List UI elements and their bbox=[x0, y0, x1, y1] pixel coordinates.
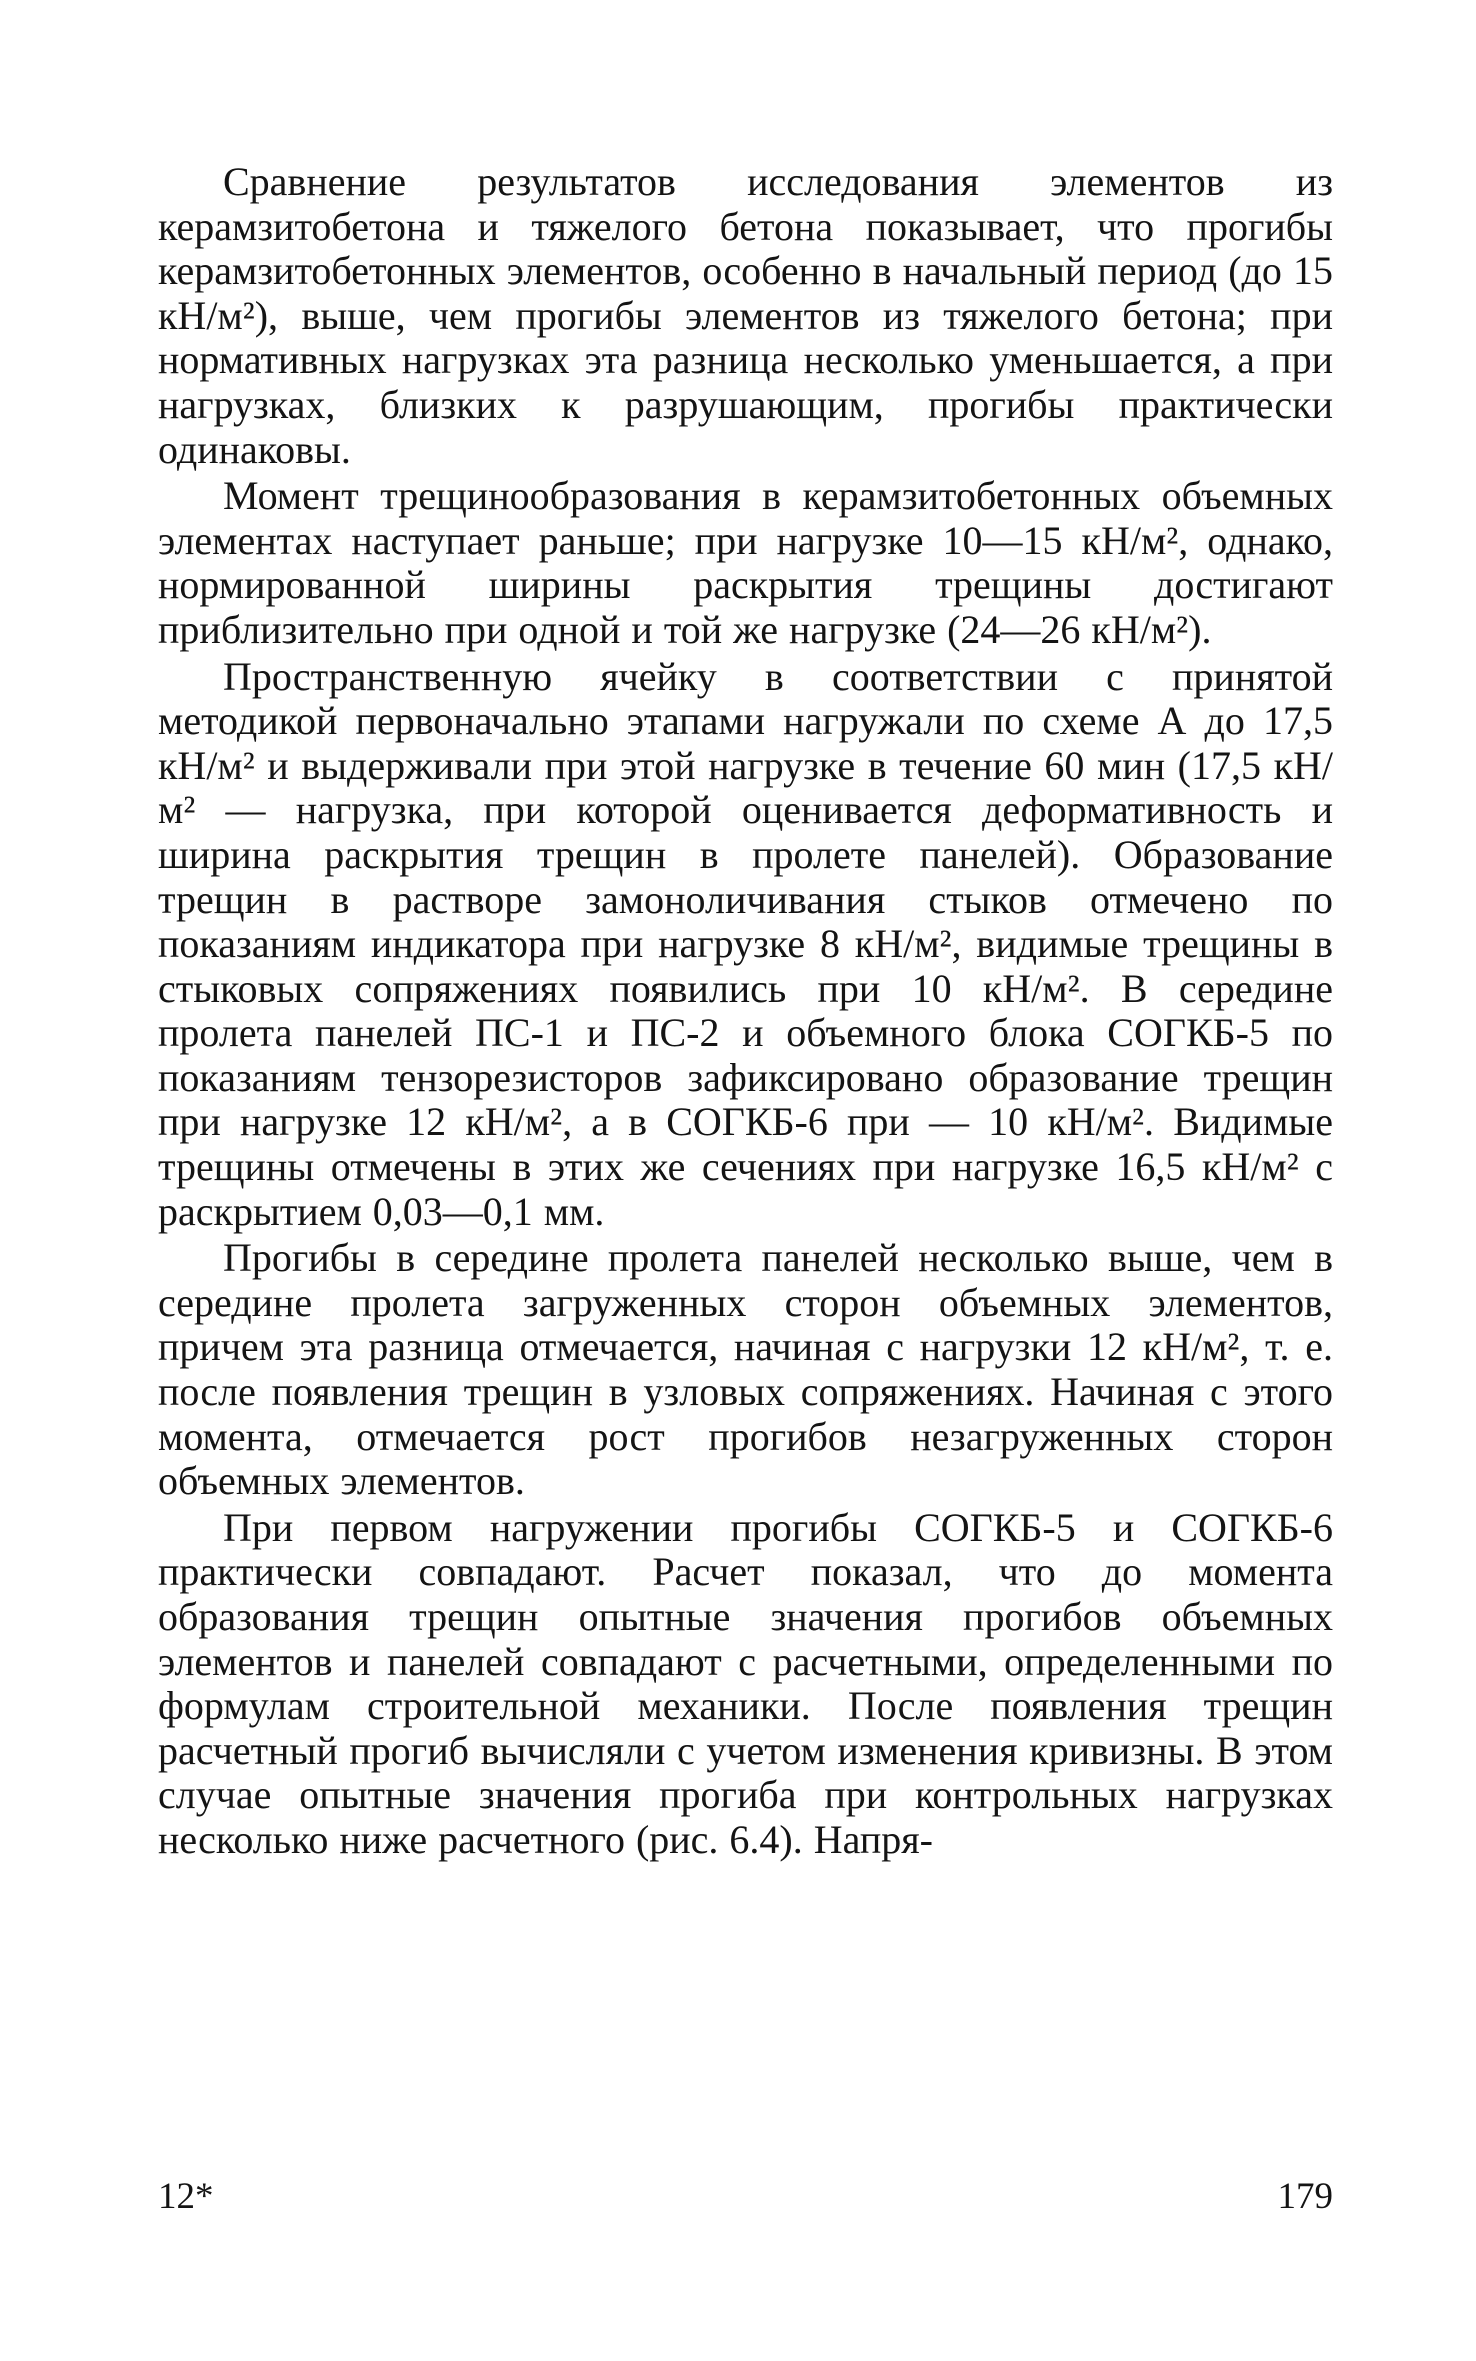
paragraph-3: Пространственную ячейку в соответствии с принятой методикой первоначально этапами нагружали по схеме А до 17,5 кН/м² и выдерживали при этой нагрузке в течение 60 мин (17,5 кН/м² — нагрузка, при которой оценивается деформативность и ширина раскрытия трещин в пролете панелей). Образование трещин в растворе замоноличивания стыков отмечено по показаниям индикатора при нагрузке 8 кН/м², видимые трещины в стыковых сопряжениях появились при 10 кН/м². В середине пролета панелей ПС-1 и ПС-2 и объемного блока СОГКБ-5 по показаниям тензорезисторов зафиксировано образование трещин при нагрузке 12 кН/м², а в СОГКБ-6 при — 10 кН/м². Видимые трещины отмечены в этих же сечениях при нагрузке 16,5 кН/м² с раскрытием 0,03—0,1 мм. bbox=[158, 653, 1333, 1234]
page-number: 179 bbox=[1277, 2176, 1333, 2217]
paragraph-1: Сравнение результатов исследования элементов из керамзитобетона и тяжелого бетона показывает, что прогибы керамзитобетонных элементов, особенно в начальный период (до 15 кН/м²), выше, чем прогибы элементов из тяжелого бетона; при нормативных нагрузках эта разница несколько уменьшается, а при нагрузках, близких к разрушающим, прогибы практически одинаковы. bbox=[158, 159, 1333, 472]
paragraph-5: При первом нагружении прогибы СОГКБ-5 и СОГКБ-6 практически совпадают. Расчет показал, что до момента образования трещин опытные значения прогибов объемных элементов и панелей совпадают с расчетными, определенными по формулам строительной механики. После появления трещин расчетный прогиб вычисляли с учетом изменения кривизны. В этом случае опытные значения прогиба при контрольных нагрузках несколько ниже расчетного (рис. 6.4). Напря- bbox=[158, 1504, 1333, 1862]
page-footer bbox=[158, 2175, 1333, 2225]
paragraph-2: Момент трещинообразования в керамзитобетонных объемных элементах наступает раньше; при нагрузке 10—15 кН/м², однако, нормированной ширины раскрытия трещины достигают приблизительно при одной и той же нагрузке (24—26 кН/м²). bbox=[158, 473, 1333, 652]
paragraph-4: Прогибы в середине пролета панелей несколько выше, чем в середине пролета загруженных сторон объемных элементов, причем эта разница отмечается, начиная с нагрузки 12 кН/м², т. е. после появления трещин в узловых сопряжениях. Начиная с этого момента, отмечается рост прогибов незагруженных сторон объемных элементов. bbox=[158, 1235, 1333, 1504]
page-body bbox=[158, 160, 1333, 1863]
printer-signature: 12* bbox=[158, 2176, 214, 2217]
